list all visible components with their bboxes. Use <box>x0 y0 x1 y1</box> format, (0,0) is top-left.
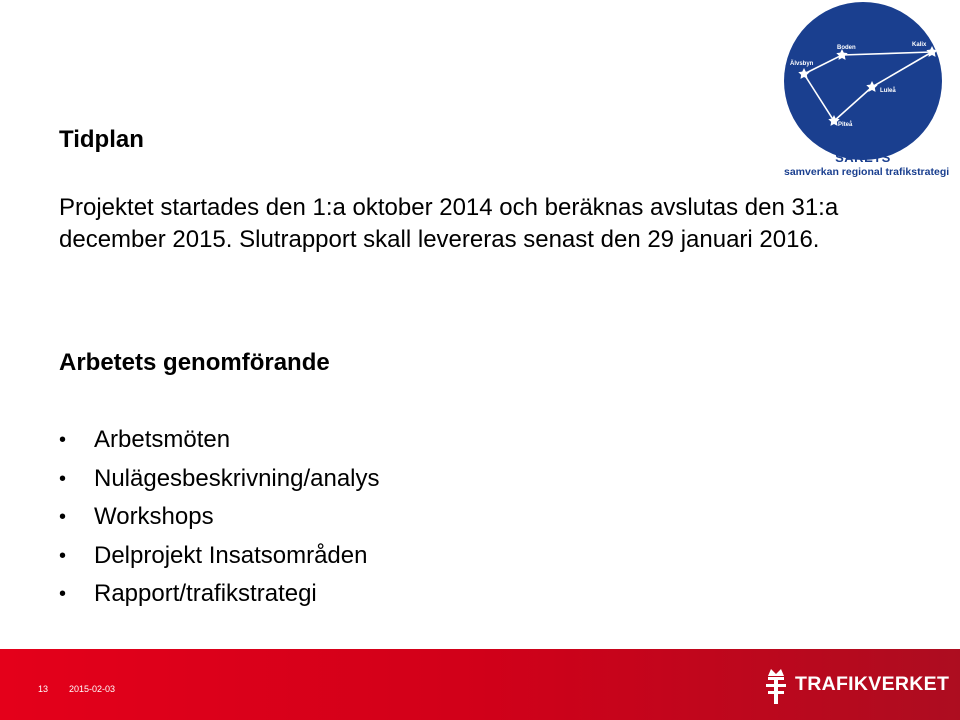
list-item-text: Workshops <box>94 503 214 530</box>
section-subtitle: Arbetets genomförande <box>59 349 330 376</box>
list-item <box>59 576 380 615</box>
sarets-logo-badge <box>784 2 942 160</box>
task-list <box>59 422 380 615</box>
brand-name: TRAFIKVERKET <box>795 673 950 695</box>
bullet-icon: • <box>59 506 67 528</box>
city-label: Kalix <box>912 42 927 48</box>
city-label: Älvsbyn <box>790 61 814 67</box>
trafikverket-crown-icon <box>763 664 789 706</box>
list-item <box>59 538 380 577</box>
bullet-icon: • <box>59 467 67 490</box>
list-item-text: Arbetsmöten <box>94 426 231 453</box>
list-item-text: Delprojekt Insatsområden <box>94 541 368 569</box>
city-label: Boden <box>837 45 856 51</box>
bullet-icon: • <box>59 583 67 605</box>
page-number: 13 <box>38 684 49 694</box>
slide-title: Tidplan <box>59 126 144 153</box>
bullet-icon: • <box>59 429 67 451</box>
list-item <box>59 461 380 500</box>
city-label: Piteå <box>838 122 853 128</box>
list-item-text: Nulägesbeskrivning/analys <box>94 464 380 492</box>
list-item <box>59 422 380 461</box>
city-label: Luleå <box>880 88 896 94</box>
footer-date: 2015-02-03 <box>69 684 116 694</box>
list-item <box>59 499 380 538</box>
logo-tagline: samverkan regional trafikstrategi <box>784 166 950 178</box>
intro-text: Projektet startades den 1:a oktober 2014 och beräknas avslutas den 31:a december 2015. Slutrapport skall levereras senast den 29 januari 2016. <box>59 194 839 253</box>
bullet-icon: • <box>59 544 67 567</box>
logo-name: SARETS <box>835 150 891 165</box>
list-item-text: Rapport/trafikstrategi <box>94 580 317 607</box>
